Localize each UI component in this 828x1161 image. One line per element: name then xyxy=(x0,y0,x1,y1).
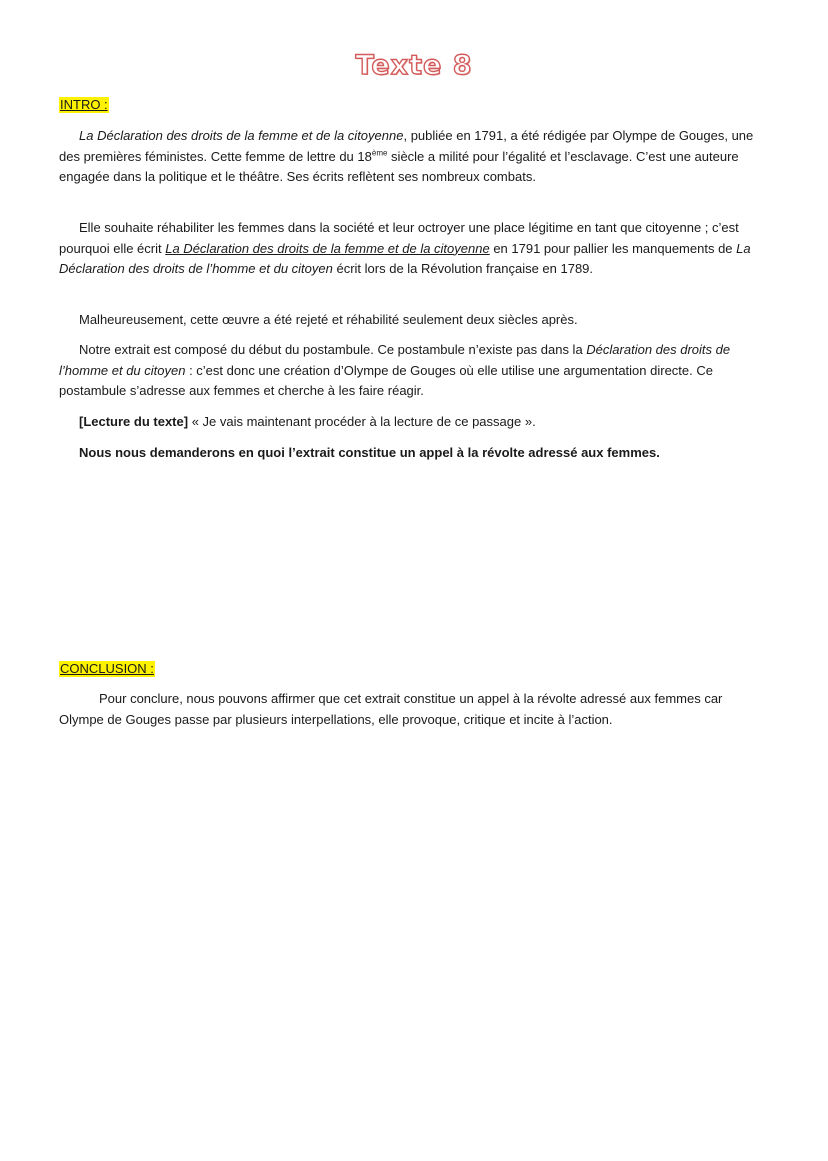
reading-label: [Lecture du texte] xyxy=(79,414,189,429)
text-run: écrit lors de la Révolution française en 1789. xyxy=(332,261,594,276)
intro-paragraph-3 xyxy=(59,310,759,331)
page-title: Texte 8 xyxy=(355,50,473,81)
intro-paragraph-2 xyxy=(59,218,759,280)
text-run: « Je vais maintenant procéder à la lecture de ce passage ». xyxy=(188,414,536,429)
text-run: Malheureusement, cette œuvre a été rejeté et réhabilité seulement deux siècles après. xyxy=(79,312,578,327)
work-title: La Déclaration des droits de l’homme et du citoyen xyxy=(59,240,751,276)
problematique xyxy=(59,443,759,464)
work-title: La Déclaration des droits de la femme et de la citoyenne xyxy=(165,240,490,256)
intro-paragraph-1 xyxy=(59,126,759,188)
superscript: ème xyxy=(371,148,388,158)
conclusion-paragraph xyxy=(59,689,739,730)
text-run: Pour conclure, nous pouvons affirmer que cet extrait constitue un appel à la révolte adressé aux femmes car Olympe de Gouges passe par plusieurs interpellations, elle provoque, critique et incite à l’action. xyxy=(59,691,723,727)
text-run: , publiée en 1791, a été rédigée par Olympe de Gouges, une des premières féministes. Cette femme de lettre du 18 xyxy=(59,128,754,164)
text-run: Nous nous demanderons en quoi l’extrait constitue un appel à la révolte adressé aux femmes. xyxy=(79,445,660,460)
work-title: La Déclaration des droits de la femme et de la citoyenne xyxy=(79,128,404,143)
intro-heading: INTRO : xyxy=(60,97,108,112)
work-title: Déclaration des droits de l’homme et du citoyen xyxy=(59,342,731,378)
text-run: Elle souhaite réhabiliter les femmes dans la société et leur octroyer une place légitime en tant que citoyenne ; c’est pourquoi elle écrit xyxy=(59,220,739,256)
intro-paragraph-4 xyxy=(59,340,759,402)
conclusion-heading: CONCLUSION : xyxy=(60,661,154,676)
text-run: Notre extrait est composé du début du postambule. Ce postambule n’existe pas dans la xyxy=(79,342,587,357)
intro-paragraph-5 xyxy=(59,412,759,433)
text-run: en 1791 pour pallier les manquements de xyxy=(489,240,737,256)
text-run: : c’est donc une création d’Olympe de Gouges où elle utilise une argumentation directe. Ce postambule s’adresse aux femmes et cherche à les faire réagir. xyxy=(59,362,713,398)
text-run: siècle a milité pour l’égalité et l’esclavage. C’est une auteure engagée dans la politique et le théâtre. Ses écrits reflètent ses nombreux combats. xyxy=(59,148,739,184)
